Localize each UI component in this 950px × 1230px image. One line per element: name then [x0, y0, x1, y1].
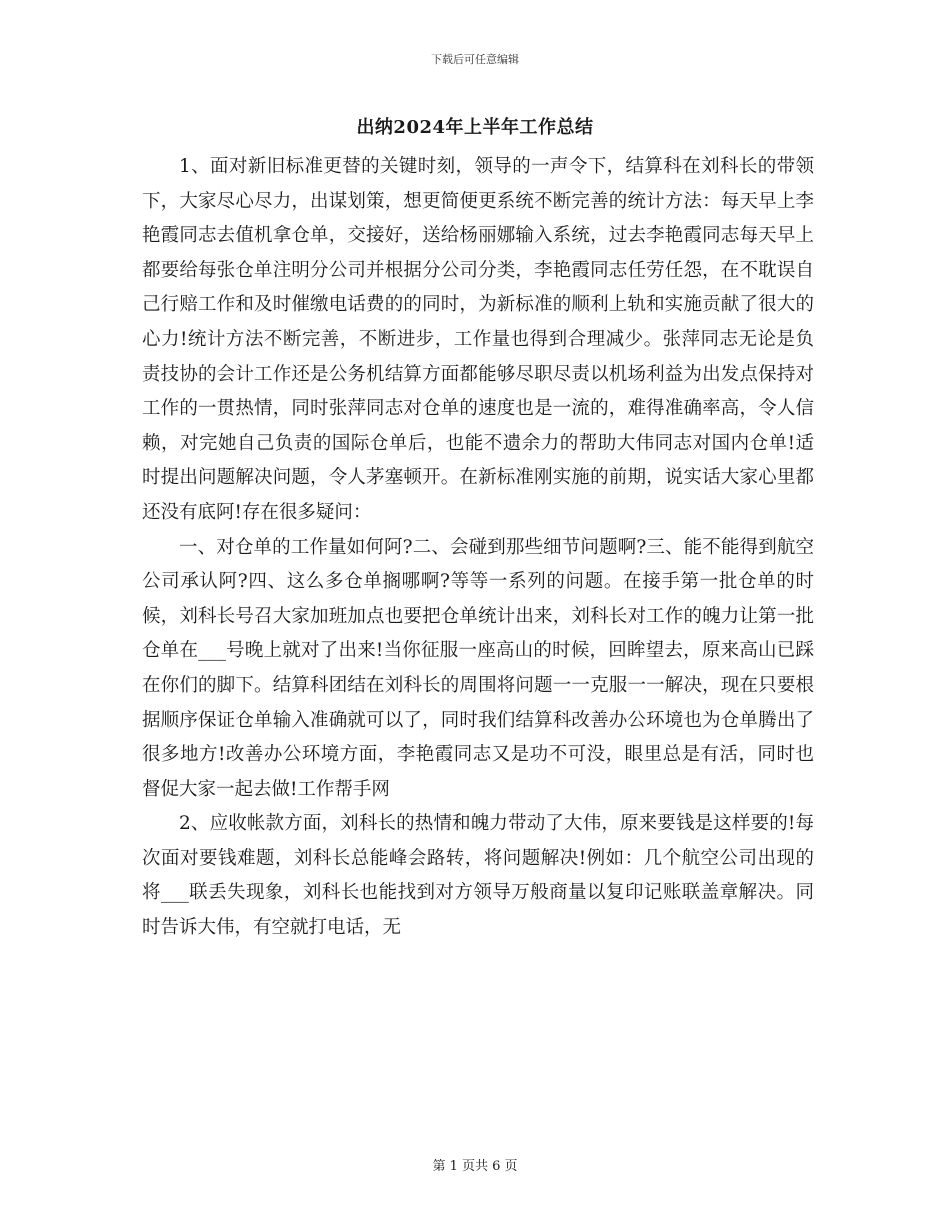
- page-number: 第 1 页共 6 页: [432, 1159, 518, 1174]
- document-body: [142, 150, 814, 946]
- body-paragraph-3: 2、应收帐款方面，刘科长的热情和魄力带动了大伟，原来要钱是这样要的!每次面对要钱难题，刘科长总能峰会路转，将问题解决!例如：几个航空公司出现的将___联丢失现象，刘科长也能找到对方领导万般商量以复印记账联盖章解决。同时告诉大伟，有空就打电话，无: [142, 813, 814, 939]
- body-paragraph-1: 1、面对新旧标准更替的关键时刻，领导的一声令下，结算科在刘科长的带领下，大家尽心尽力，出谋划策，想更简便更系统不断完善的统计方法：每天早上李艳霞同志去值机拿仓单，交接好，送给杨丽娜输入系统，过去李艳霞同志每天早上都要给每张仓单注明分公司并根据分公司分类，李艳霞同志任劳任怨，在不耽误自己行赔工作和及时催缴电话费的的同时，为新标准的顺利上轨和实施贡献了很大的心力!统计方法不断完善，不断进步，工作量也得到合理减少。张萍同志无论是负责技协的会计工作还是公务机结算方面都能够尽职尽责以机场利益为出发点保持对工作的一贯热情，同时张萍同志对仓单的速度也是一流的，难得准确率高，令人信赖，对完她自己负责的国际仓单后，也能不遗余力的帮助大伟同志对国内仓单!适时提出问题解决问题，令人茅塞顿开。在新标准刚实施的前期，说实话大家心里都还没有底阿!存在很多疑问：: [142, 156, 814, 523]
- document-title: 出纳2024年上半年工作总结: [356, 117, 594, 138]
- body-paragraph-2: 一、对仓单的工作量如何阿?二、会碰到那些细节问题啊?三、能不能得到航空公司承认阿?四、这么多仓单搁哪啊?等等一系列的问题。在接手第一批仓单的时候，刘科长号召大家加班加点也要把仓单统计出来，刘科长对工作的魄力让第一批仓单在___号晚上就对了出来!当你征服一座高山的时候，回眸望去，原来高山已踩在你们的脚下。结算科团结在刘科长的周围将问题一一克服一一解决，现在只要根据顺序保证仓单输入准确就可以了，同时我们结算科改善办公环境也为仓单腾出了很多地方!改善办公环境方面，李艳霞同志又是功不可没，眼里总是有活，同时也督促大家一起去做!工作帮手网: [142, 536, 814, 800]
- page-header-note: 下载后可任意编辑: [431, 53, 519, 66]
